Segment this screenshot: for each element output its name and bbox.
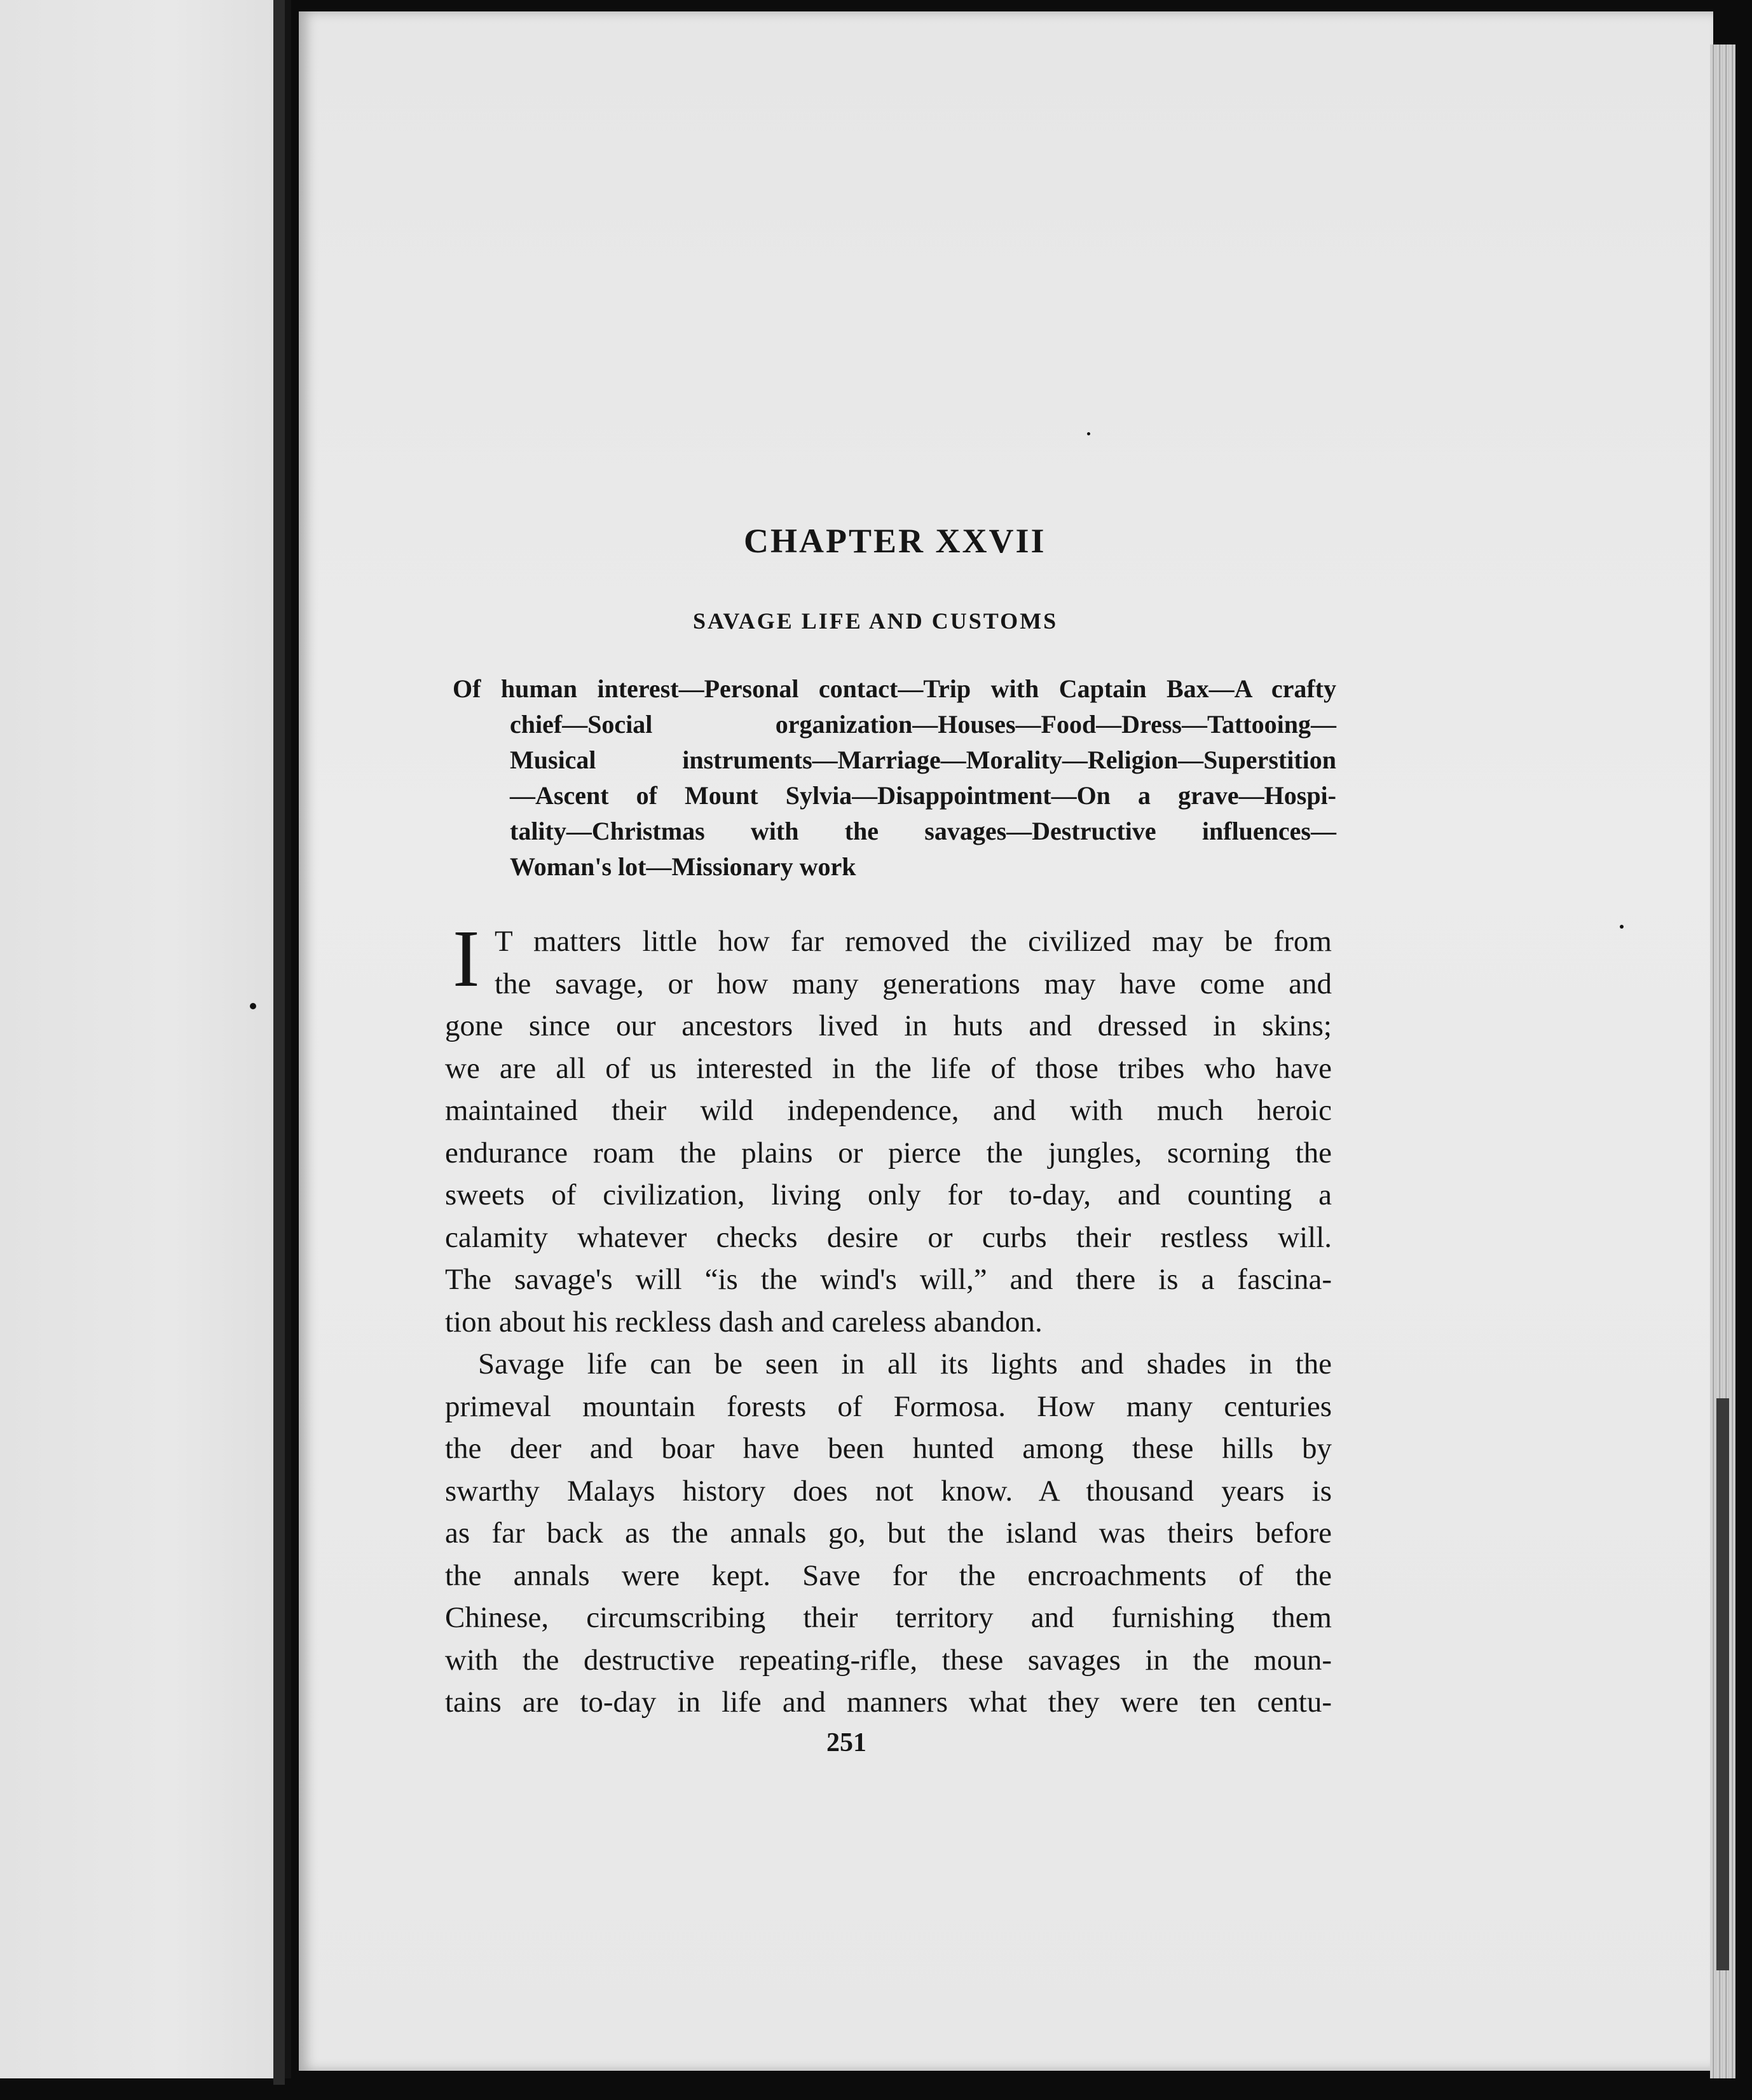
ink-speck: [1087, 432, 1090, 435]
synopsis-line: chief—Social organization—Houses—Food—Dress—Tattooing—: [510, 710, 1336, 739]
synopsis-line: —Ascent of Mount Sylvia—Disappointment—On a grave—Hospi-: [510, 781, 1336, 810]
body-line: endurance roam the plains or pierce the jungles, scorning the: [445, 1136, 1332, 1169]
body-line: The savage's will “is the wind's will,” and there is a fascina-: [445, 1263, 1332, 1296]
body-line: sweets of civilization, living only for to-day, and counting a: [445, 1178, 1332, 1211]
synopsis-line: Woman's lot—Missionary work: [510, 852, 856, 881]
drop-cap: I: [453, 913, 480, 1004]
synopsis-line: tality—Christmas with the savages—Destructive influences—: [510, 817, 1336, 845]
body-line: calamity whatever checks desire or curbs their restless will.: [445, 1220, 1332, 1254]
body-line: tains are to-day in life and manners what they were ten centu-: [445, 1686, 1332, 1719]
body-line: gone since our ancestors lived in huts and dressed in skins;: [445, 1009, 1332, 1042]
book-gutter: [273, 0, 285, 2085]
synopsis-line: Musical instruments—Marriage—Morality—Religion—Superstition: [510, 746, 1336, 774]
synopsis-line: Of human interest—Personal contact—Trip with Captain Bax—A crafty: [453, 674, 1336, 703]
ink-speck: [250, 1003, 256, 1009]
body-line: T matters little how far removed the civilized may be from: [495, 925, 1332, 958]
ink-speck: [1620, 925, 1624, 929]
body-line: maintained their wild independence, and with much heroic: [445, 1094, 1332, 1127]
body-line: as far back as the annals go, but the island was theirs before: [445, 1517, 1332, 1550]
body-line: Savage life can be seen in all its lights and shades in the: [478, 1347, 1332, 1381]
body-line: Chinese, circumscribing their territory and furnishing them: [445, 1601, 1332, 1634]
body-line: the deer and boar have been hunted among these hills by: [445, 1432, 1332, 1465]
body-line: the annals were kept. Save for the encroachments of the: [445, 1558, 1332, 1592]
chapter-subtitle: SAVAGE LIFE AND CUSTOMS: [693, 608, 1058, 634]
page-number: 251: [826, 1728, 866, 1757]
body-line: the savage, or how many generations may have come and: [495, 967, 1332, 1000]
chapter-title: CHAPTER XXVII: [744, 522, 1046, 560]
body-line: with the destructive repeating-rifle, these savages in the moun-: [445, 1643, 1332, 1677]
chapter-synopsis: [453, 671, 1336, 885]
body-text: [445, 913, 1332, 1724]
body-line: tion about his reckless dash and careless abandon.: [445, 1305, 1043, 1339]
page-edges-shadow: [1716, 1398, 1729, 1970]
body-line: we are all of us interested in the life of those tribes who have: [445, 1051, 1332, 1085]
body-line: swarthy Malays history does not know. A thousand years is: [445, 1474, 1332, 1508]
body-line: primeval mountain forests of Formosa. How many centuries: [445, 1389, 1332, 1423]
facing-page: [0, 0, 291, 2078]
